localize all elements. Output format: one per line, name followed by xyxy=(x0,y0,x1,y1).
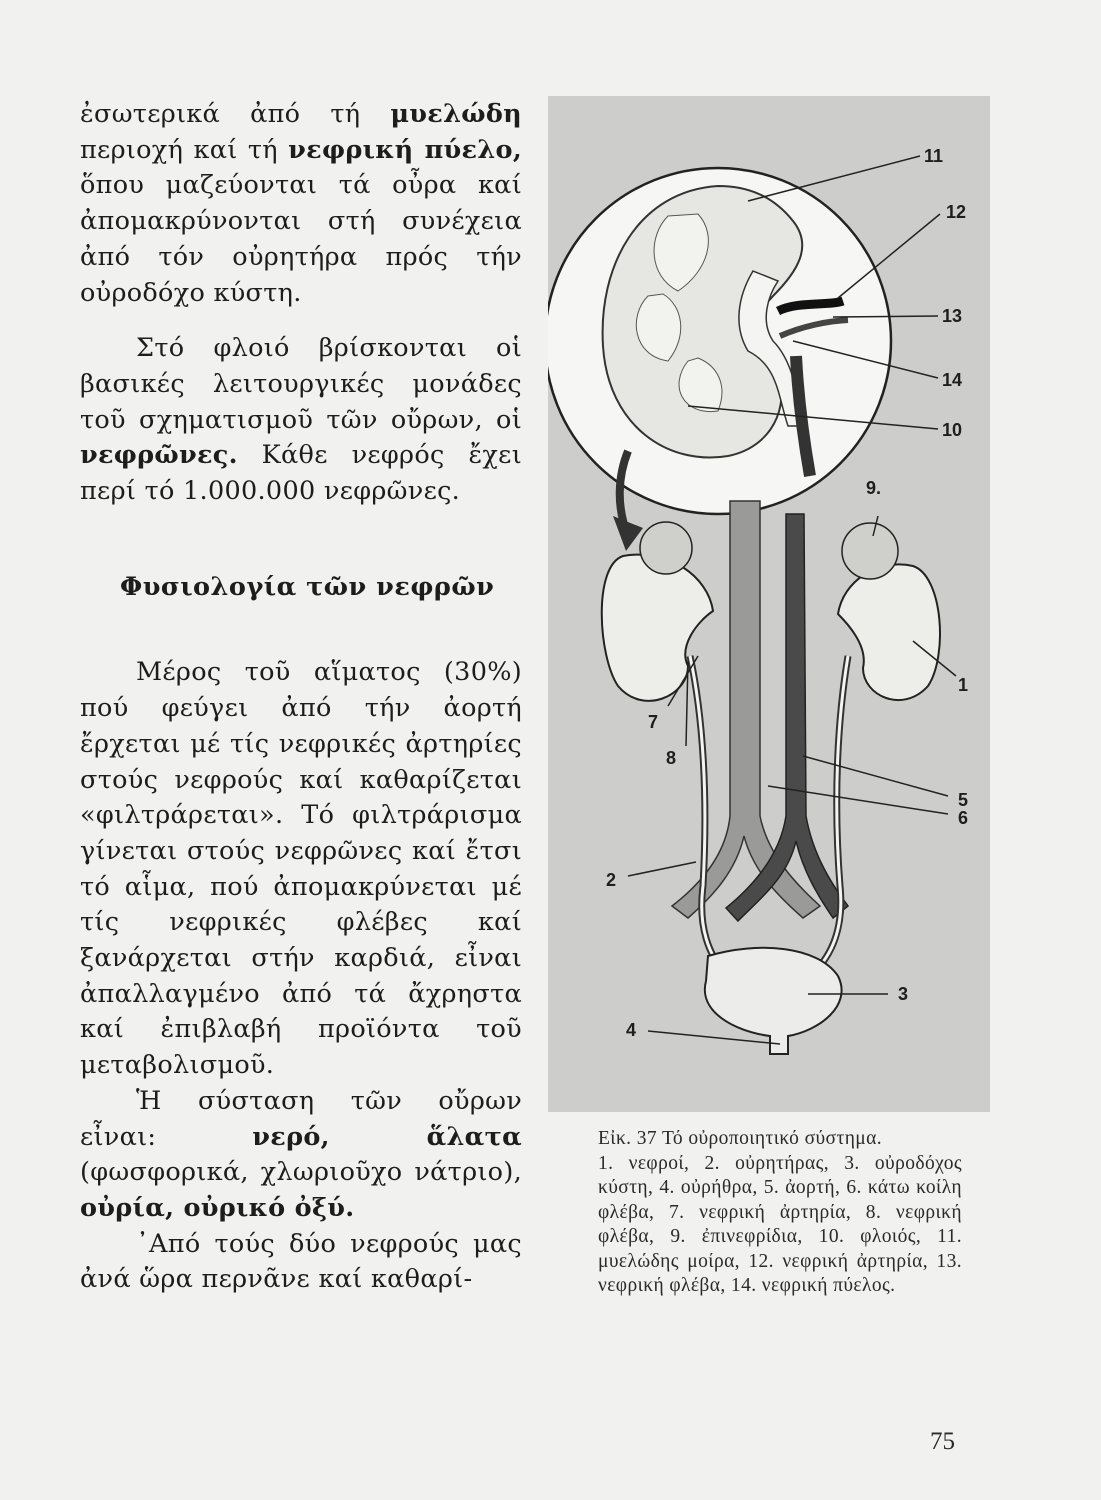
paragraph-urine-composition: Ἡ σύσταση τῶν οὔρων εἶναι: νερό, ἅλατα (φωσφορικά, χλωριοῦχο νάτριο), οὐρία, οὐρικό ὀξύ. xyxy=(80,1085,522,1223)
label-4: 4 xyxy=(626,1020,637,1040)
figure-caption xyxy=(598,1127,962,1299)
label-9: 9. xyxy=(866,478,882,498)
label-11: 11 xyxy=(924,146,944,166)
label-2: 2 xyxy=(606,870,617,890)
label-6: 6 xyxy=(958,808,969,828)
zoom-arrow-head xyxy=(613,516,643,551)
label-12: 12 xyxy=(946,202,967,222)
kidney-cross-section xyxy=(548,168,891,514)
urinary-system-figure xyxy=(548,96,990,1112)
label-14: 14 xyxy=(942,370,963,390)
label-1: 1 xyxy=(958,675,969,695)
label-7: 7 xyxy=(648,712,659,732)
paragraph-physiology: Μέρος τοῦ αἵματος (30%) πού φεύγει ἀπό τήν ἀορτή ἔρχεται μέ τίς νεφρικές ἀρτηρίες στούς νεφρούς καί καθαρίζεται «φιλτράρεται». Τό φιλτράρισμα γίνεται στούς νεφρῶνες καί ἔτσι τό αἷμα, πού ἀπομακρύνεται μέ τίς νεφρικές φλέβες καί ξανάρχεται στήν καρδιά, εἶναι ἀπαλλαγμένο ἀπό τά ἄχρηστα καί ἐπιβλαβή προϊόντα τοῦ μεταβολισμοῦ. xyxy=(80,657,522,1081)
label-13: 13 xyxy=(942,306,963,326)
label-8: 8 xyxy=(666,748,677,768)
page-number: 75 xyxy=(930,1428,955,1455)
label-5: 5 xyxy=(958,790,969,810)
urinary-system-illustration xyxy=(548,96,990,1112)
caption-title: Εἰκ. 37 Τό οὐροποιητικό σύστημα. xyxy=(598,1128,883,1149)
text-column xyxy=(80,97,522,1298)
paragraph-kidney-structure: ἐσωτερικά ἀπό τή μυελώδη περιοχή καί τή νεφρική πύελο, ὅπου μαζεύονται τά οὖρα καί ἀπομακρύνονται στή συνέχεια ἀπό τόν οὐρητήρα πρός τήν οὐροδόχο κύστη. xyxy=(80,99,522,308)
label-3: 3 xyxy=(898,984,909,1004)
right-kidney xyxy=(838,523,940,700)
label-10: 10 xyxy=(942,420,963,440)
paragraph-nephrons: Στό φλοιό βρίσκονται οἱ βασικές λειτουργικές μονάδες τοῦ σχηματισμοῦ τῶν οὔρων, οἱ νεφρῶνες. Κάθε νεφρός ἔχει περί τό 1.000.000 νεφρῶνες. xyxy=(80,333,522,507)
ureters xyxy=(690,656,848,976)
paragraph-filtration: ᾿Από τούς δύο νεφρούς μας ἀνά ὥρα περνᾶνε καί καθαρί- xyxy=(80,1228,522,1295)
caption-legend: 1. νεφροί, 2. οὐρητήρας, 3. οὐροδόχος κύστη, 4. οὐρήθρα, 5. ἀορτή, 6. κάτω κοίλη φλέβα, 7. νεφρική ἀρτηρία, 8. νεφρική φλέβα, 9. ἐπινεφρίδια, 10. φλοιός, 11. μυελώδης μοίρα, 12. νεφρική ἀρτηρία, 13. νεφρική φλέβα, 14. νεφρική πύελος. xyxy=(598,1152,962,1296)
section-heading: Φυσιολογία τῶν νεφρῶν xyxy=(120,571,495,602)
